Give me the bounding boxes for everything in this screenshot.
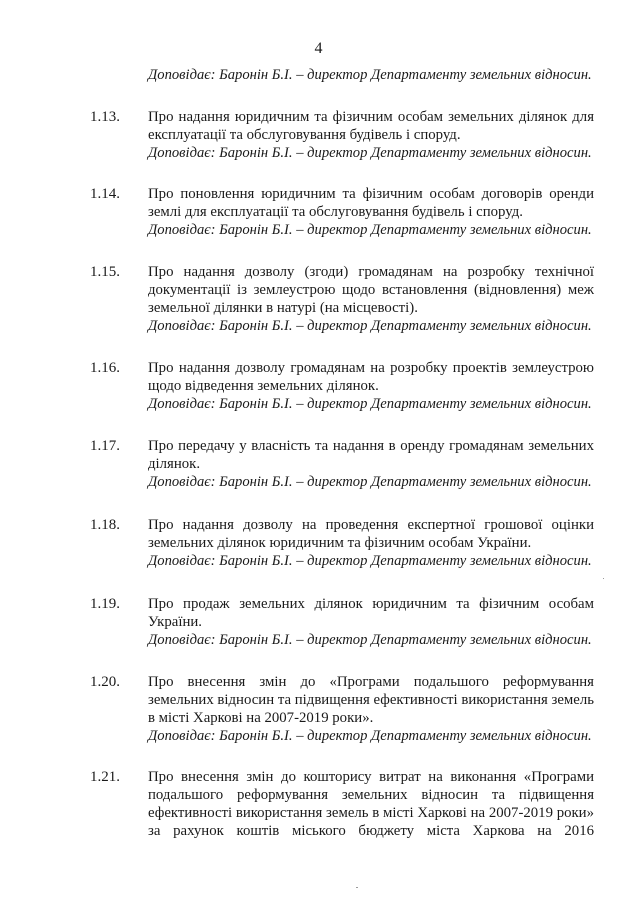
item-number: 1.21. <box>90 769 120 785</box>
item-number: 1.18. <box>90 517 120 533</box>
scan-speck <box>603 578 604 579</box>
page-number: 4 <box>314 40 323 57</box>
item-body <box>148 673 594 745</box>
item-body <box>148 185 594 239</box>
item-speaker: Доповідає: Баронін Б.І. – директор Департаменту земельних відносин. <box>148 396 592 412</box>
item-title: Про надання дозволу на проведення експертної грошової оцінки земельних ділянок юридичним та фізичним особам України. <box>148 517 594 551</box>
item-body <box>148 516 594 570</box>
item-body <box>148 359 594 413</box>
item-title: Про внесення змін до кошторису витрат на виконання «Програми подальшого реформування земельних відносин та підвищення ефективності використання земель в місті Харкові на 2007-2019 роки» за рахунок коштів міського бюджету міста Харкова на 2016 <box>148 769 594 839</box>
item-title: Про внесення змін до «Програми подальшого реформування земельних відносин та підвищення ефективності використання земель в місті Харкові на 2007-2019 роки». <box>148 674 594 726</box>
item-speaker: Доповідає: Баронін Б.І. – директор Департаменту земельних відносин. <box>148 632 592 648</box>
item-number: 1.17. <box>90 438 120 454</box>
item-body <box>148 595 594 649</box>
scan-speck <box>356 887 358 888</box>
item-title: Про продаж земельних ділянок юридичним та фізичним особам України. <box>148 596 594 630</box>
item-speaker: Доповідає: Баронін Б.І. – директор Департаменту земельних відносин. <box>148 318 592 334</box>
item-title: Про надання дозволу (згоди) громадянам на розробку технічної документації із землеустрою щодо встановлення (відновлення) меж земельної ділянки в натурі (на місцевості). <box>148 264 594 316</box>
item-number: 1.20. <box>90 674 120 690</box>
item-title: Про передачу у власність та надання в оренду громадянам земельних ділянок. <box>148 438 594 472</box>
item-number: 1.19. <box>90 596 120 612</box>
item-title: Про надання дозволу громадянам на розробку проектів землеустрою щодо відведення земельних ділянок. <box>148 360 594 394</box>
item-number: 1.16. <box>90 360 120 376</box>
item-title: Про поновлення юридичним та фізичним особам договорів оренди землі для експлуатації та обслуговування будівель і споруд. <box>148 186 594 220</box>
item-number: 1.13. <box>90 109 120 125</box>
item-speaker: Доповідає: Баронін Б.І. – директор Департаменту земельних відносин. <box>148 728 592 744</box>
item-speaker: Доповідає: Баронін Б.І. – директор Департаменту земельних відносин. <box>148 553 592 569</box>
item-body <box>148 108 594 162</box>
item-speaker: Доповідає: Баронін Б.І. – директор Департаменту земельних відносин. <box>148 222 592 238</box>
item-speaker: Доповідає: Баронін Б.І. – директор Департаменту земельних відносин. <box>148 145 592 161</box>
item-body <box>148 263 594 335</box>
carried-over-speaker: Доповідає: Баронін Б.І. – директор Департаменту земельних відносин. <box>148 67 592 83</box>
item-title: Про надання юридичним та фізичним особам земельних ділянок для експлуатації та обслуговування будівель і споруд. <box>148 109 594 143</box>
item-body <box>148 437 594 491</box>
item-number: 1.14. <box>90 186 120 202</box>
item-body <box>148 768 594 840</box>
item-number: 1.15. <box>90 264 120 280</box>
item-speaker: Доповідає: Баронін Б.І. – директор Департаменту земельних відносин. <box>148 474 592 490</box>
